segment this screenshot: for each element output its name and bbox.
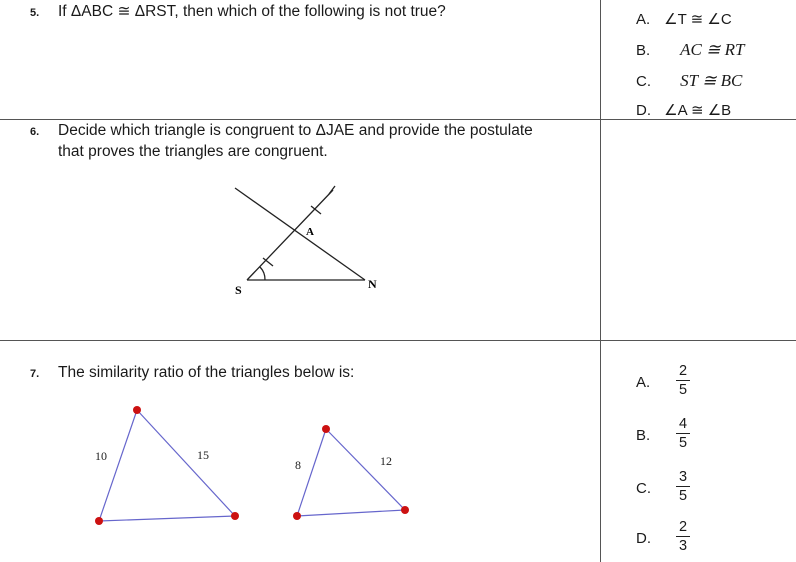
triangle-sna-figure [225, 180, 390, 300]
angle-arc-s [260, 267, 265, 280]
q5-choice-c-letter: C. [636, 73, 651, 90]
q7-choice-d-fraction [674, 519, 692, 554]
q7-choice-a-fraction [674, 363, 692, 398]
q7-choice-c-numerator: 3 [678, 469, 688, 485]
triangle-2-left-side [297, 429, 326, 516]
q5-choice-d-text: ∠A ≅ ∠B [664, 102, 732, 119]
q5-choice-d-letter: D. [636, 102, 651, 119]
q7-choice-a-numerator: 2 [678, 363, 688, 379]
q5-choice-a-text: ∠T ≅ ∠C [664, 11, 732, 28]
arrow-tip [329, 186, 335, 194]
vertex-dot [133, 406, 141, 414]
fraction-bar [676, 536, 690, 537]
q5-choice-b-letter: B. [636, 42, 651, 59]
q7-choice-c-letter[interactable]: C. [636, 480, 651, 497]
q7-choice-a-letter[interactable]: A. [636, 374, 651, 391]
fraction-bar [676, 486, 690, 487]
vertex-dot [322, 425, 330, 433]
triangle-2-base [297, 510, 405, 516]
question-6-number: 6. [30, 126, 40, 138]
label-a: A [306, 226, 314, 238]
triangle-1-right-side [137, 410, 235, 516]
question-5-text: If ΔABC ≅ ΔRST, then which of the following is not true? [58, 3, 446, 20]
q7-choice-b-fraction [674, 416, 692, 451]
vertex-dot [231, 512, 239, 520]
q5-choice-b-text: AC ≅ RT [680, 40, 745, 59]
q7-choice-d-numerator: 2 [678, 519, 688, 535]
label-side-10: 10 [95, 449, 107, 463]
q7-choice-d-denominator: 3 [678, 538, 688, 554]
triangle-1-base [99, 516, 235, 521]
q5-choice-c-text: ST ≅ BC [680, 71, 743, 90]
q5-choice-a[interactable] [636, 10, 732, 28]
triangle-2-right-side [326, 429, 405, 510]
row-divider-2 [0, 340, 796, 341]
q7-choice-b-denominator: 5 [678, 435, 688, 451]
label-n: N [368, 277, 377, 291]
question-7-text: The similarity ratio of the triangles below is: [58, 364, 355, 381]
column-divider [600, 0, 601, 562]
label-side-12: 12 [380, 454, 392, 468]
label-side-15: 15 [197, 448, 209, 462]
q5-choice-d[interactable] [636, 101, 731, 119]
q7-choice-c-denominator: 5 [678, 488, 688, 504]
q5-choice-b[interactable] [636, 40, 744, 60]
vertex-dot [95, 517, 103, 525]
q7-choice-b-letter[interactable]: B. [636, 427, 651, 444]
q5-choice-a-letter: A. [636, 11, 651, 28]
q7-choice-d-letter[interactable]: D. [636, 530, 651, 547]
question-6-line-1: Decide which triangle is congruent to ΔJAE and provide the postulate [58, 122, 533, 139]
fraction-bar [676, 433, 690, 434]
fraction-bar [676, 380, 690, 381]
q7-choice-a-denominator: 5 [678, 382, 688, 398]
question-6-line-2: that proves the triangles are congruent. [58, 143, 328, 160]
segment-n-up [235, 188, 365, 280]
question-5-number: 5. [30, 7, 40, 19]
segment-s-up [247, 190, 333, 280]
triangle-1-left-side [99, 410, 137, 521]
similar-triangles-figure [80, 400, 420, 532]
q5-choice-c[interactable] [636, 71, 742, 91]
q7-choice-b-numerator: 4 [678, 416, 688, 432]
vertex-dot [293, 512, 301, 520]
q7-choice-c-fraction [674, 469, 692, 504]
vertex-dot [401, 506, 409, 514]
label-side-8: 8 [295, 458, 301, 472]
question-7-number: 7. [30, 368, 40, 380]
label-s: S [235, 283, 242, 297]
